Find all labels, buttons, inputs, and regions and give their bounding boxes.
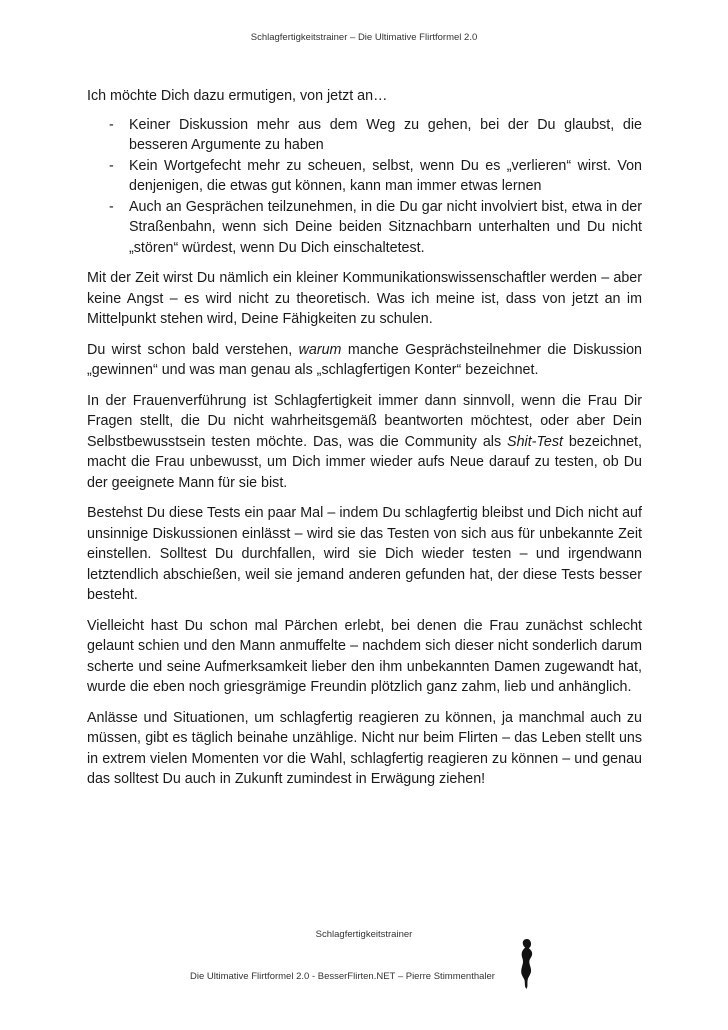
paragraph-communication: Mit der Zeit wirst Du nämlich ein kleiner Kommunikationswissenschaftler werden – aber keine Angst – es wird nicht zu theoretisch. Was ich meine ist, dass von jetzt an im Mittelpunkt stehen wird, Deine Fähigkeiten zu schulen. <box>87 270 642 327</box>
bullet-dash: - <box>109 116 114 133</box>
list-item <box>87 156 642 197</box>
paragraph-occasions: Anlässe und Situationen, um schlagfertig reagieren zu können, ja manchmal auch zu müssen, gibt es täglich beinahe unzählige. Nicht nur beim Flirten – das Leben stellt uns in extrem vielen Momenten vor die Wahl, schlagfertig reagieren zu können – und genau das solltest Du auch in Zukunft zumindest in Erwägung ziehen! <box>87 709 642 787</box>
woman-silhouette-icon <box>514 938 540 990</box>
footer-title: Schlagfertigkeitstrainer <box>315 929 413 940</box>
paragraph-seduction <box>87 391 642 494</box>
paragraph-why-start: Du wirst schon bald verstehen, <box>87 341 299 358</box>
list-item <box>87 197 642 259</box>
bullet-dash: - <box>109 157 114 174</box>
page-header: Schlagfertigkeitstrainer – Die Ultimative Flirtformel 2.0 <box>250 32 478 43</box>
emphasis-shit-test: Shit-Test <box>507 433 563 450</box>
list-item-text: Keiner Diskussion mehr aus dem Weg zu gehen, bei der Du glaubst, die besseren Argumente zu haben <box>129 116 642 153</box>
paragraph-seduction-start: In der Frauenverführung ist Schlagfertigkeit immer dann sinnvoll, wenn die Frau Dir Fragen stellt, die Du nicht wahrheitsgemäß beantworten möchtest, oder aber Dein Selbstbewusstsein testen möchte. Das, was die Community als <box>87 392 642 450</box>
paragraph-why-end: manche Gesprächsteilnehmer die Diskussion „gewinnen“ und was man genau als „schlagfertigen Konter“ bezeichnet. <box>87 341 642 378</box>
paragraph-seduction-end: bezeichnet, macht die Frau unbewusst, um Dich immer wieder aufs Neue darauf zu testen, ob Du der geeignete Mann für sie bist. <box>87 433 642 491</box>
paragraph-why <box>87 340 642 381</box>
document-body <box>87 86 642 800</box>
paragraph-couples: Vielleicht hast Du schon mal Pärchen erlebt, bei denen die Frau zunächst schlecht gelaunt schien und den Mann anmuffelte – nachdem sich dieser nicht sonderlich darum scherte und seine Aufmerksamkeit lieber den ihm unbekannten Damen zugewandt hat, wurde die eben noch griesgrämige Freundin plötzlich ganz zahm, lieb und anhänglich. <box>87 617 642 695</box>
paragraph-tests: Bestehst Du diese Tests ein paar Mal – indem Du schlagfertig bleibst und Dich nicht auf unsinnige Diskussionen einlässt – wird sie das Testen von sich aus für unbekannte Zeit einstellen. Solltest Du durchfallen, wird sie Dich wieder testen – und irgendwann letztendlich abschießen, weil sie jemand anderen gefunden hat, der diese Tests besser besteht. <box>87 505 642 603</box>
emphasis-warum: warum <box>298 341 342 358</box>
list-item-text: Kein Wortgefecht mehr zu scheuen, selbst, wenn Du es „verlieren“ wirst. Von denjenigen, die etwas gut können, kann man immer etwas lernen <box>129 157 642 194</box>
list-item <box>87 115 642 156</box>
list-item-text: Auch an Gesprächen teilzunehmen, in die Du gar nicht involviert bist, etwa in der Straßenbahn, wenn sich Deine beiden Sitznachbarn unterhalten und Du nicht „stören“ würdest, wenn Du Dich einschaltetest. <box>129 198 642 256</box>
bullet-dash: - <box>109 198 114 215</box>
footer-credit: Die Ultimative Flirtformel 2.0 - BesserFlirten.NET – Pierre Stimmenthaler <box>190 971 495 982</box>
bullet-list <box>87 115 642 259</box>
intro-paragraph: Ich möchte Dich dazu ermutigen, von jetzt an… <box>87 88 388 104</box>
